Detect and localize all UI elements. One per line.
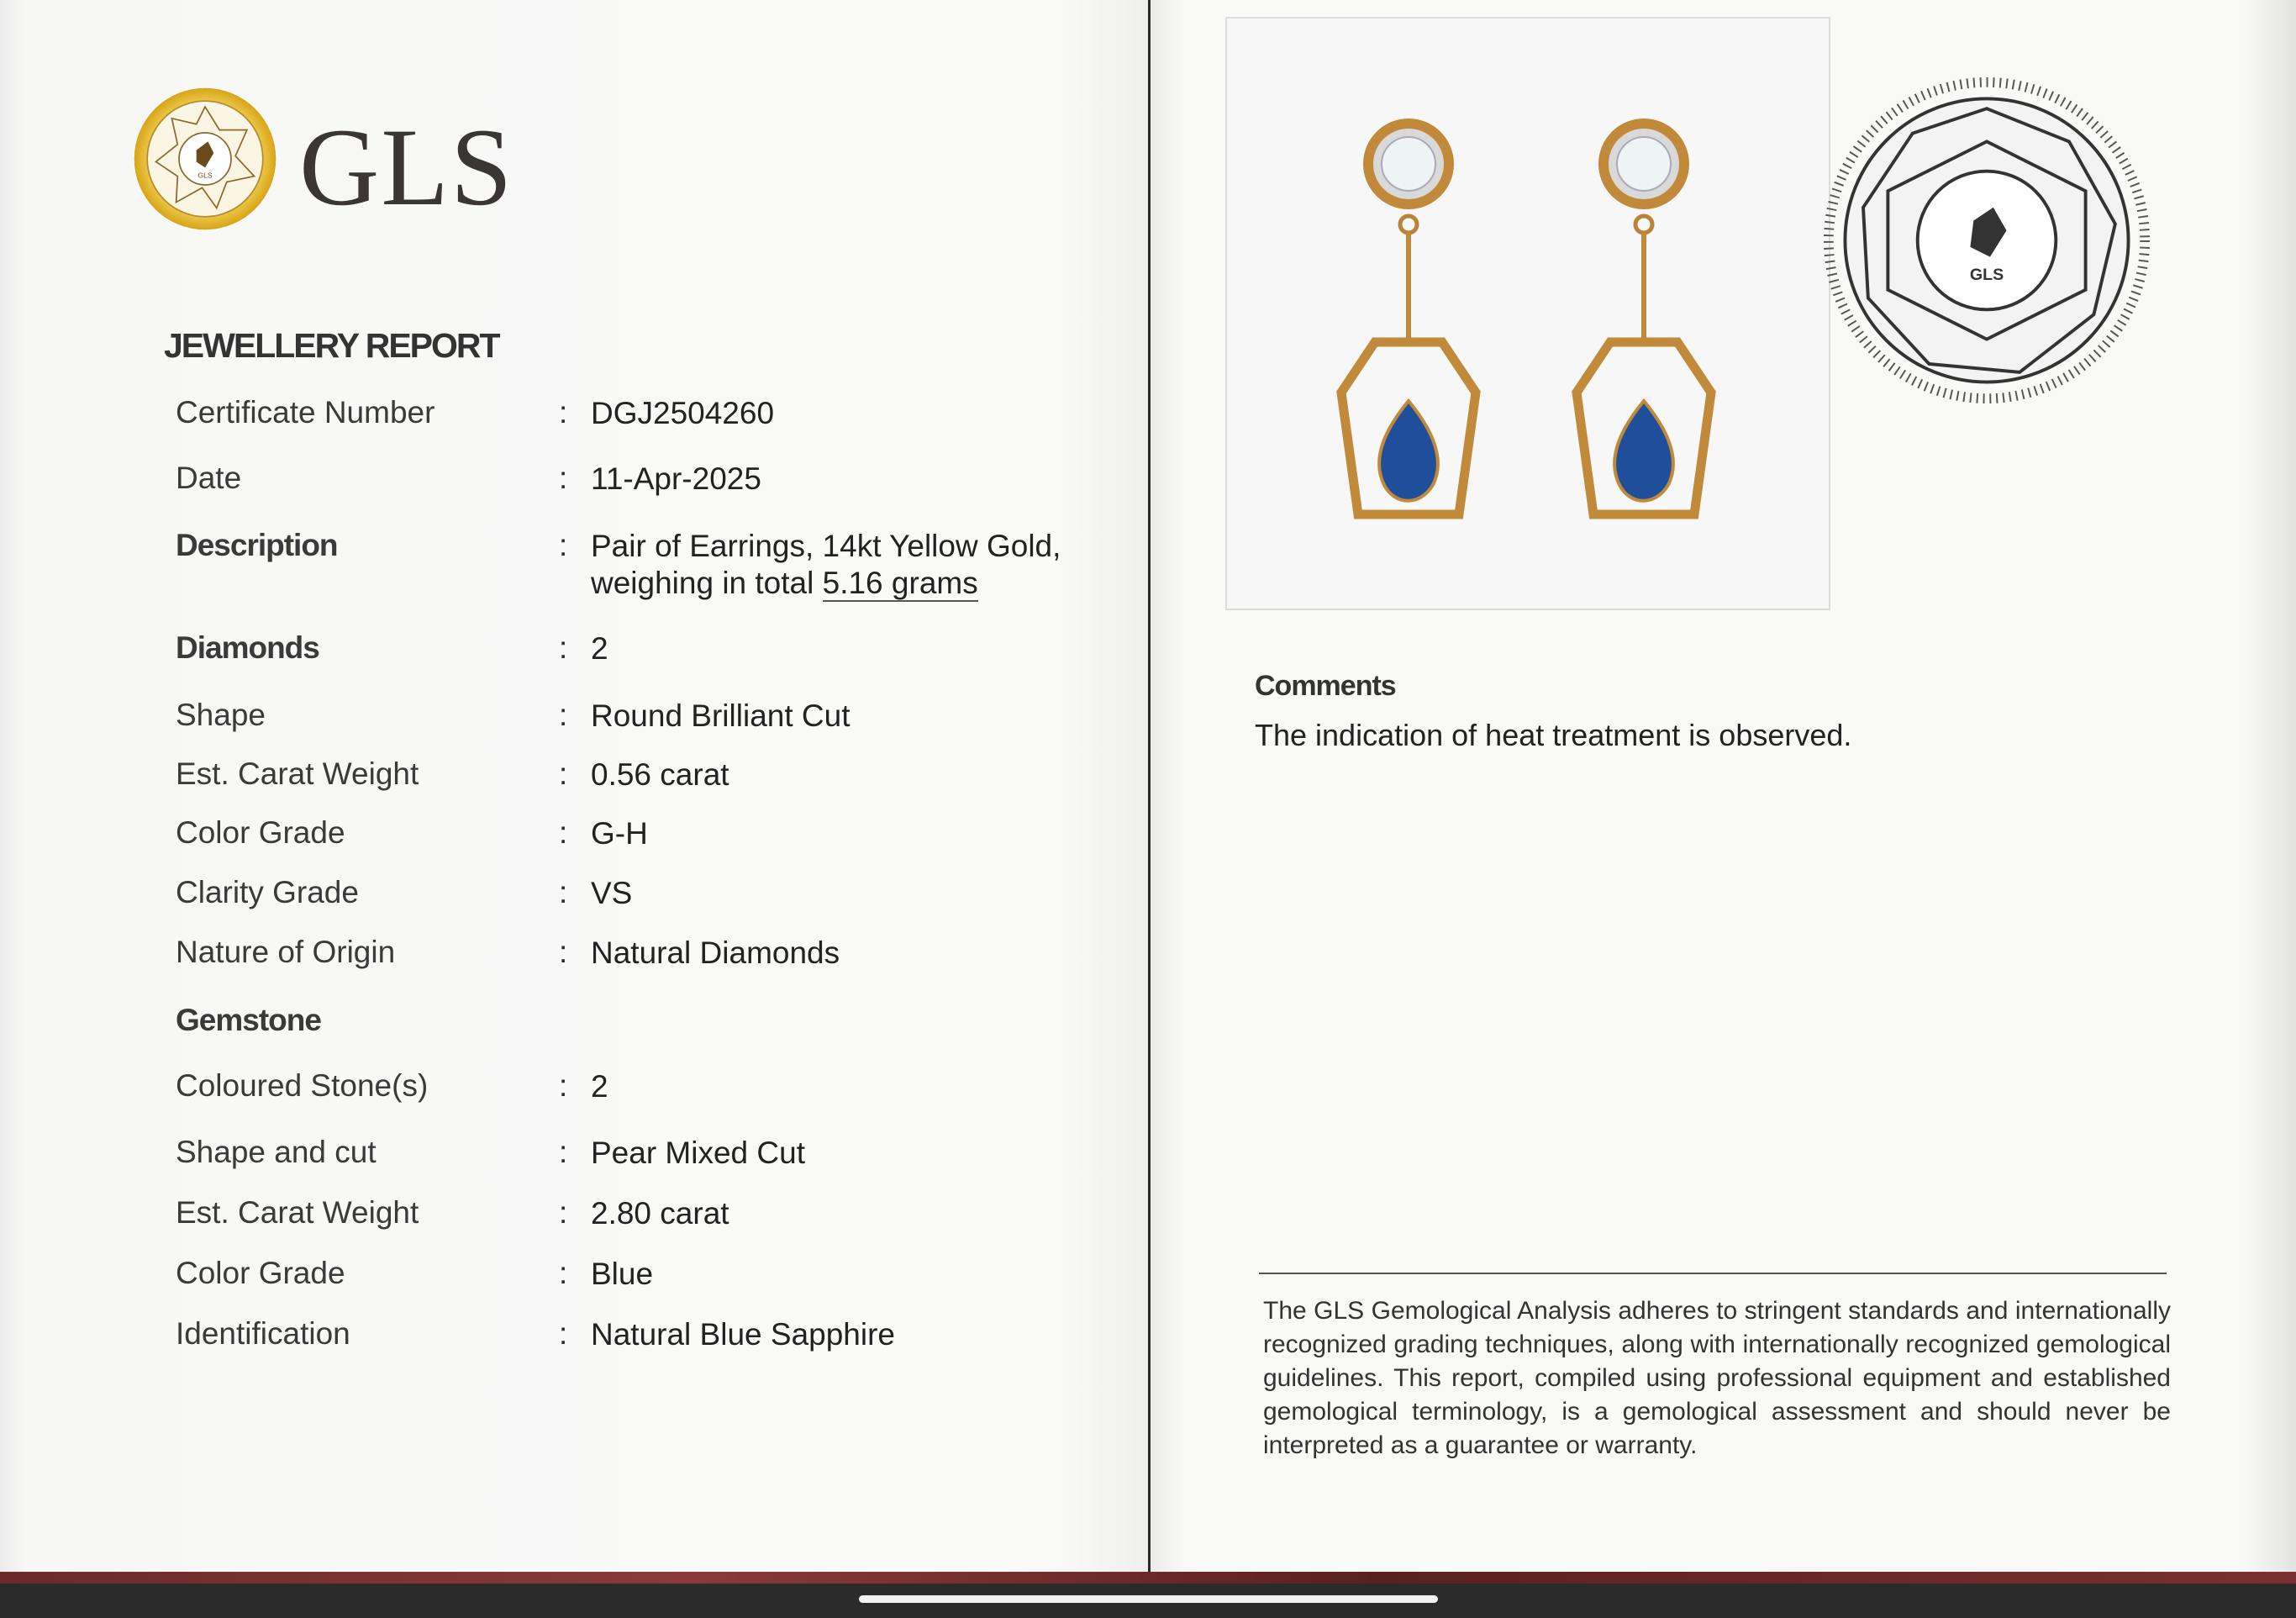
earring-right bbox=[1577, 124, 1711, 514]
field-label: Est. Carat Weight bbox=[176, 756, 419, 791]
divider-line bbox=[1259, 1273, 2167, 1274]
field-label: Description bbox=[176, 528, 338, 562]
comments-heading: Comments bbox=[1255, 670, 1396, 702]
field-value bbox=[591, 528, 1061, 602]
colon: : bbox=[559, 1256, 568, 1290]
colon: : bbox=[559, 1316, 568, 1351]
gls-gold-seal-logo bbox=[133, 87, 277, 231]
svg-text:GLS: GLS bbox=[197, 171, 213, 180]
seal-gls-text: GLS bbox=[1969, 266, 2004, 285]
report-left-page bbox=[0, 0, 1148, 1578]
field-value: 0.56 carat bbox=[591, 757, 729, 792]
earrings-illustration bbox=[1227, 18, 1829, 609]
colon: : bbox=[559, 698, 568, 732]
section-heading-diamonds: Diamonds bbox=[176, 630, 319, 665]
field-label: Shape and cut bbox=[176, 1135, 377, 1169]
field-label: Coloured Stone(s) bbox=[176, 1068, 429, 1103]
field-label: Shape bbox=[176, 698, 266, 732]
comments-text: The indication of heat treatment is observed. bbox=[1255, 718, 1852, 752]
field-label: Identification bbox=[176, 1316, 350, 1351]
diamond-count: 2 bbox=[591, 631, 608, 666]
home-indicator[interactable] bbox=[859, 1595, 1438, 1603]
section-heading-gemstone: Gemstone bbox=[176, 1003, 321, 1037]
earrings-photo bbox=[1225, 17, 1830, 610]
colon: : bbox=[559, 1195, 568, 1230]
field-value: 2 bbox=[591, 1069, 608, 1104]
colon: : bbox=[559, 875, 568, 909]
colon: : bbox=[559, 756, 568, 791]
colon: : bbox=[559, 395, 568, 430]
disclaimer-text: The GLS Gemological Analysis adheres to stringent standards and internationally recognized grading techniques, along with internationally recognized gemological guidelines. This report, compiled using professional equipment and established gemological terminology, is a gemological assessment and should never be interpreted as a guarantee or warranty. bbox=[1263, 1297, 2171, 1459]
field-value: Natural Diamonds bbox=[591, 935, 840, 970]
field-label: Color Grade bbox=[176, 815, 345, 850]
field-label: Clarity Grade bbox=[176, 875, 359, 909]
field-value: VS bbox=[591, 876, 633, 910]
field-value: 11-Apr-2025 bbox=[591, 461, 761, 496]
report-title: JEWELLERY REPORT bbox=[164, 326, 499, 365]
colon: : bbox=[559, 528, 568, 562]
background-edge bbox=[0, 1572, 2296, 1584]
field-value: DGJ2504260 bbox=[591, 396, 775, 430]
colon: : bbox=[559, 935, 568, 969]
field-value: Blue bbox=[591, 1257, 654, 1291]
total-weight: 5.16 grams bbox=[822, 566, 978, 600]
field-label: Color Grade bbox=[176, 1256, 345, 1290]
field-label: Est. Carat Weight bbox=[176, 1195, 419, 1230]
gls-logo-text: GLS bbox=[299, 105, 514, 229]
colon: : bbox=[559, 1135, 568, 1169]
description-line2: weighing in total bbox=[591, 566, 823, 600]
field-value: Pear Mixed Cut bbox=[591, 1136, 805, 1170]
field-value: Round Brilliant Cut bbox=[591, 698, 850, 733]
field-label: Date bbox=[176, 461, 242, 495]
field-label: Certificate Number bbox=[176, 395, 435, 430]
description-line1: Pair of Earrings, 14kt Yellow Gold, bbox=[591, 529, 1061, 563]
colon: : bbox=[559, 815, 568, 850]
colon: : bbox=[559, 1068, 568, 1103]
field-value: 2.80 carat bbox=[591, 1196, 729, 1231]
colon: : bbox=[559, 461, 568, 495]
gls-hologram-seal bbox=[1822, 76, 2151, 405]
colon: : bbox=[559, 630, 568, 665]
field-value: G-H bbox=[591, 816, 648, 851]
field-label: Nature of Origin bbox=[176, 935, 396, 969]
earring-left bbox=[1341, 124, 1476, 514]
field-value: Natural Blue Sapphire bbox=[591, 1317, 895, 1352]
